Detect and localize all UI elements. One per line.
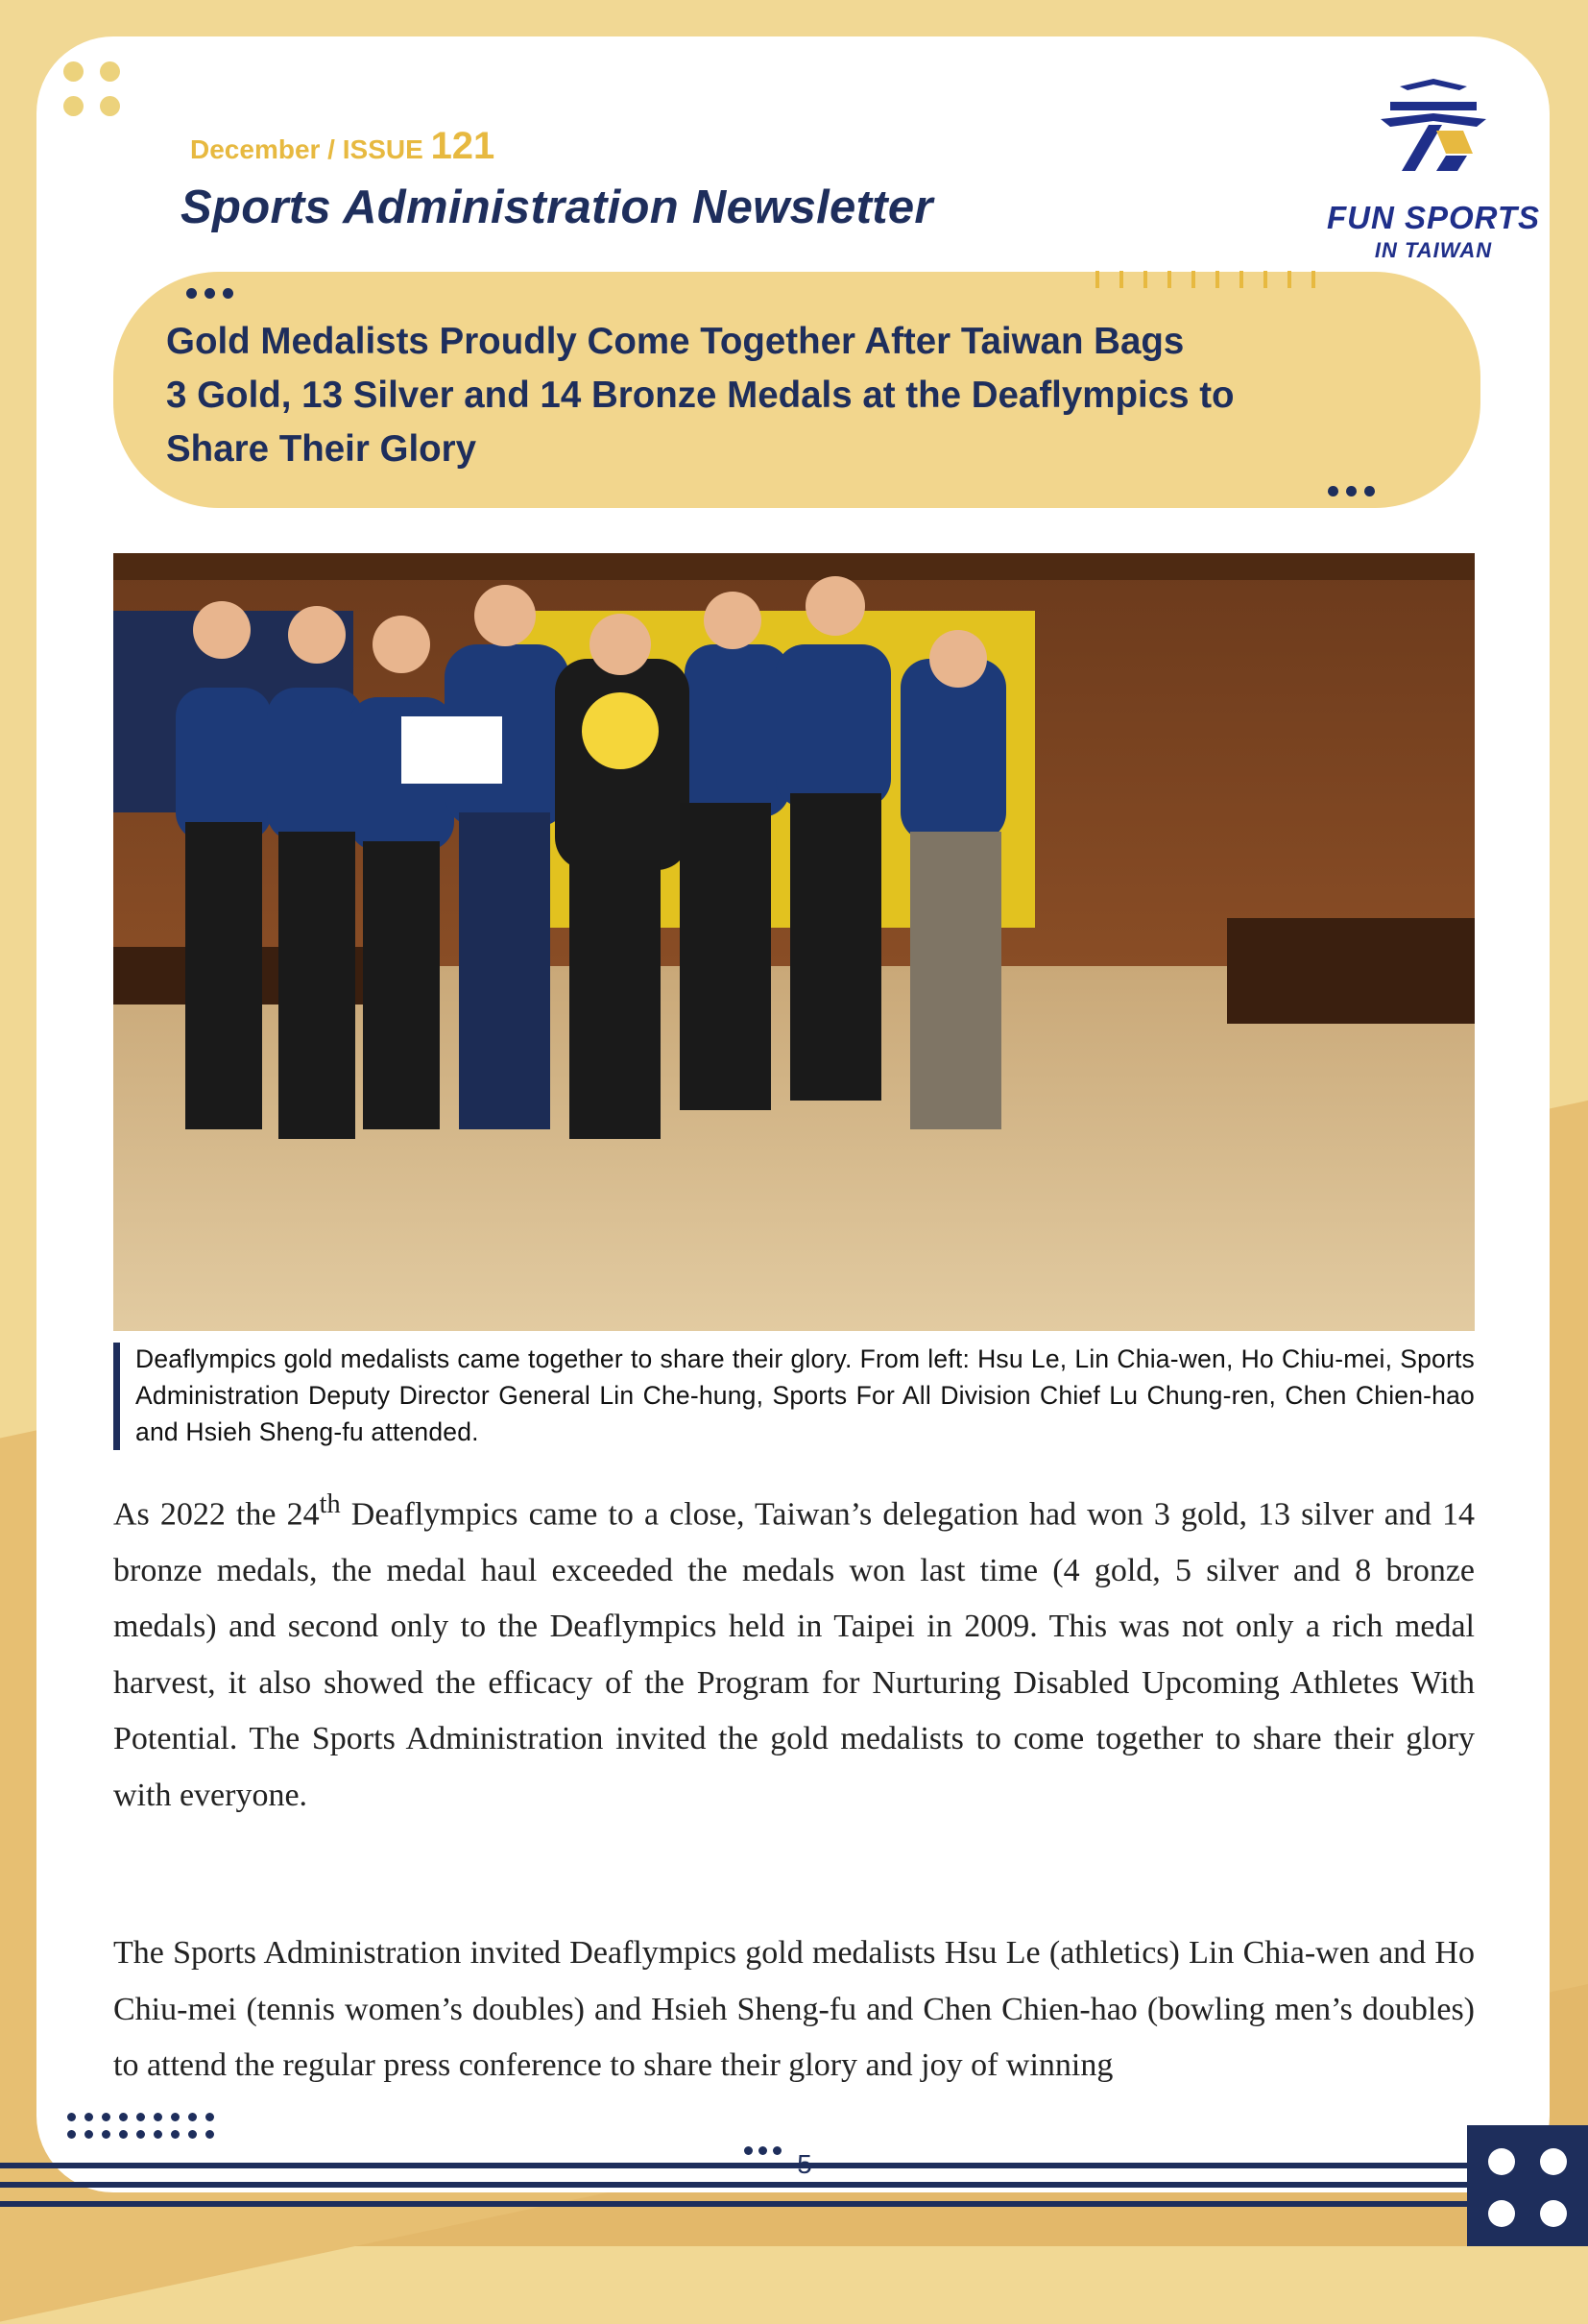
decor-dot: [186, 288, 197, 299]
headline-line: 3 Gold, 13 Silver and 14 Bronze Medals at the Deaflympics to: [166, 375, 1235, 416]
corner-dot: [1488, 2148, 1515, 2175]
logo-text-line2: IN TAIWAN: [1374, 238, 1493, 262]
paragraph-text: Deaflympics came to a close, Taiwan’s delegation had won 3 gold, 13 silver and 14 bronze medals, the medal haul exceeded the medals won last time (4 gold, 5 silver and 8 bronze medals) and second only to the Deaflympics held in Taipei in 2009. This was not only a rich medal harvest, it also showed the efficacy of the Program for Nurturing Disabled Upcoming Athletes With Potential. The Sports Administration invited the gold medalists to come together to share their glory with everyone.: [113, 1496, 1475, 1813]
ordinal-suffix: th: [319, 1489, 341, 1519]
decor-tick: [1215, 271, 1219, 288]
headline-line: Gold Medalists Proudly Come Together After Taiwan Bags: [166, 321, 1185, 362]
headline-line: Share Their Glory: [166, 428, 477, 470]
issue-number: 121: [430, 125, 495, 167]
caption-accent-bar: [113, 1343, 120, 1450]
decor-tick: [1143, 271, 1147, 288]
article-headline: [166, 315, 1414, 476]
paragraph-text: As 2022 the 24: [113, 1496, 320, 1533]
decor-tick: [1263, 271, 1267, 288]
group-photo: [113, 553, 1475, 1331]
decor-tick: [1311, 271, 1315, 288]
issue-label: [190, 125, 494, 168]
footer-line: [0, 2182, 1467, 2188]
decor-dot: [1328, 486, 1338, 496]
logo-text-line1: FUN SPORTS: [1326, 200, 1541, 235]
footer-line: [0, 2201, 1467, 2207]
footer-line: [0, 2163, 1467, 2168]
decor-dot: [100, 96, 120, 116]
decor-dot: [100, 61, 120, 82]
decor-tick: [1095, 271, 1099, 288]
decor-dot: [744, 2146, 753, 2155]
corner-dot: [1488, 2200, 1515, 2227]
decor-tick: [1191, 271, 1195, 288]
newsletter-page: [36, 36, 1550, 2192]
corner-block: [1467, 2125, 1588, 2246]
logo-mark-icon: [1323, 75, 1544, 200]
decor-dot: [1364, 486, 1375, 496]
decor-tick: [1287, 271, 1291, 288]
decor-dot: [223, 288, 233, 299]
corner-dot: [1540, 2148, 1567, 2175]
decor-tick: [1167, 271, 1171, 288]
body-paragraph-1: [113, 1477, 1475, 1824]
decor-tick: [1239, 271, 1243, 288]
photo-caption: Deaflympics gold medalists came together to share their glory. From left: Hsu Le, Lin Chia-wen, Ho Chiu-mei, Sports Administration Deputy Director General Lin Che-hung, Sports For All Division Chief Lu Chung-ren, Chen Chien-hao and Hsieh Sheng-fu attended.: [135, 1344, 1475, 1446]
decor-dot: [63, 61, 84, 82]
decor-tick: [1119, 271, 1123, 288]
fun-sports-logo: [1323, 75, 1544, 262]
decor-dot: [205, 288, 215, 299]
newsletter-title: Sports Administration Newsletter: [180, 182, 933, 233]
body-paragraph-2: The Sports Administration invited Deaflympics gold medalists Hsu Le (athletics) Lin Chia-wen and Ho Chiu-mei (tennis women’s doubles) and Hsieh Sheng-fu and Chen Chien-hao (bowling men’s doubles) to attend the regular press conference to share their glory and joy of winning: [113, 1935, 1475, 2083]
corner-dot: [1540, 2200, 1567, 2227]
decor-dot: [1346, 486, 1357, 496]
decor-dot: [63, 96, 84, 116]
decor-dot: [758, 2146, 767, 2155]
issue-month: December / ISSUE: [190, 134, 423, 164]
